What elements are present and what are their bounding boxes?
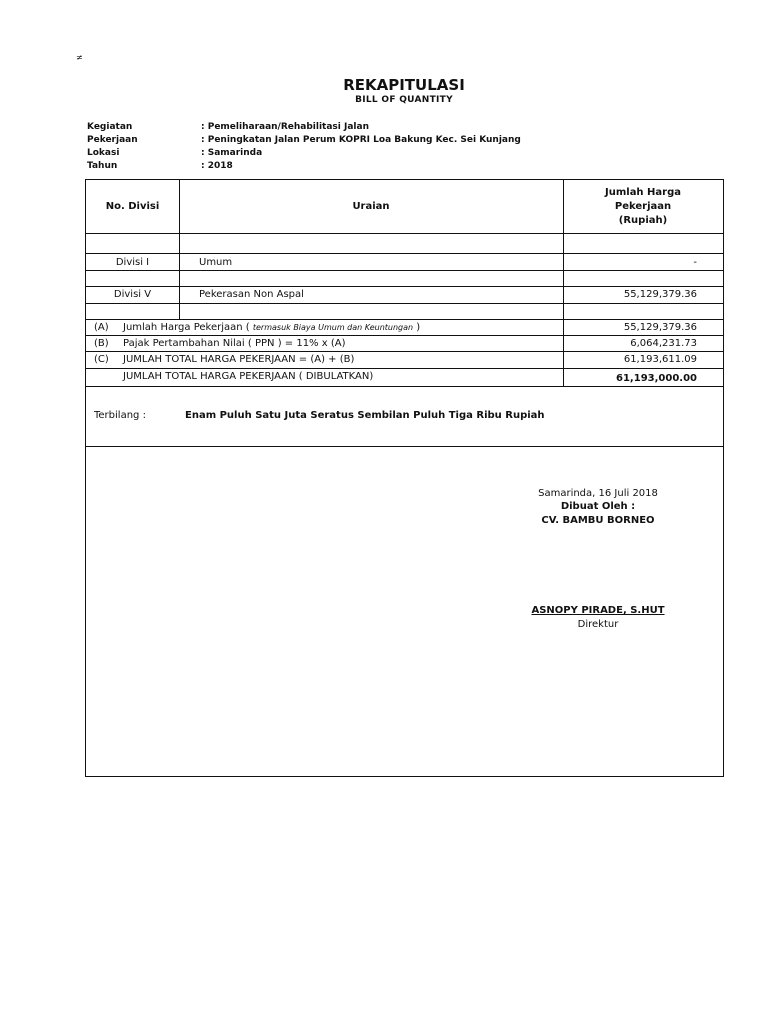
header-jumlah-line: (Rupiah) [618,215,668,226]
header-jumlah-line: Jumlah Harga [605,187,681,198]
rounded-label: JUMLAH TOTAL HARGA PEKERJAAN ( DIBULATKAN) [123,371,374,382]
row-line [86,270,723,271]
meta-value: : Samarinda [201,148,263,158]
document-subtitle: BILL OF QUANTITY [355,95,453,105]
row-jumlah: - [693,257,697,268]
header-uraian: Uraian [352,201,390,212]
meta-value: : 2018 [201,161,233,171]
meta-value: : Peningkatan Jalan Perum KOPRI Loa Bakung Kec. Sei Kunjang [201,135,521,145]
meta-label: Tahun [87,161,118,171]
meta-value: : Pemeliharaan/Rehabilitasi Jalan [201,122,369,132]
summary-label [123,322,420,333]
signature-place-date: Samarinda, 16 Juli 2018 [538,488,658,499]
row-line [86,303,723,304]
signature-made-by: Dibuat Oleh : [560,501,636,512]
row-line [86,335,723,336]
signature-company: CV. BAMBU BORNEO [541,515,655,526]
recap-table [85,179,724,777]
meta-label: Pekerjaan [87,135,138,145]
summary-value: 61,193,611.09 [623,354,697,365]
row-line [86,446,723,447]
row-line [86,286,723,287]
header-no-divisi: No. Divisi [105,201,160,212]
summary-label: JUMLAH TOTAL HARGA PEKERJAAN = (A) + (B) [123,354,355,365]
terbilang-label: Terbilang : [94,410,146,421]
row-line [86,368,723,369]
signature-name: ASNOPY PIRADE, S.HUT [531,605,665,616]
meta-label: Kegiatan [87,122,133,132]
row-line [86,351,723,352]
summary-value: 55,129,379.36 [623,322,697,333]
corner-mark: ≠ [76,53,83,62]
rounded-value: 61,193,000.00 [616,373,697,384]
row-line [86,253,723,254]
header-jumlah-harga [563,186,723,228]
summary-code: (A) [94,322,109,333]
row-line [86,319,723,320]
summary-code: (C) [94,354,109,365]
document-title: REKAPITULASI [343,76,465,94]
signature-position: Direktur [577,619,619,630]
summary-close: ) [416,322,421,333]
row-line [86,386,723,387]
row-uraian: Pekerasan Non Aspal [199,289,304,300]
header-jumlah-line: Pekerjaan [614,201,672,212]
row-divisi: Divisi V [113,289,152,300]
row-uraian: Umum [199,257,233,268]
row-jumlah: 55,129,379.36 [623,289,697,300]
summary-label-text: Jumlah Harga Pekerjaan ( [123,322,250,333]
terbilang-value: Enam Puluh Satu Juta Seratus Sembilan Puluh Tiga Ribu Rupiah [185,410,545,421]
summary-value: 6,064,231.73 [630,338,697,349]
meta-label: Lokasi [87,148,120,158]
summary-note: termasuk Biaya Umum dan Keuntungan [252,323,414,332]
summary-label: Pajak Pertambahan Nilai ( PPN ) = 11% x (A) [123,338,346,349]
row-line [86,233,723,234]
row-divisi: Divisi I [115,257,150,268]
summary-code: (B) [94,338,109,349]
